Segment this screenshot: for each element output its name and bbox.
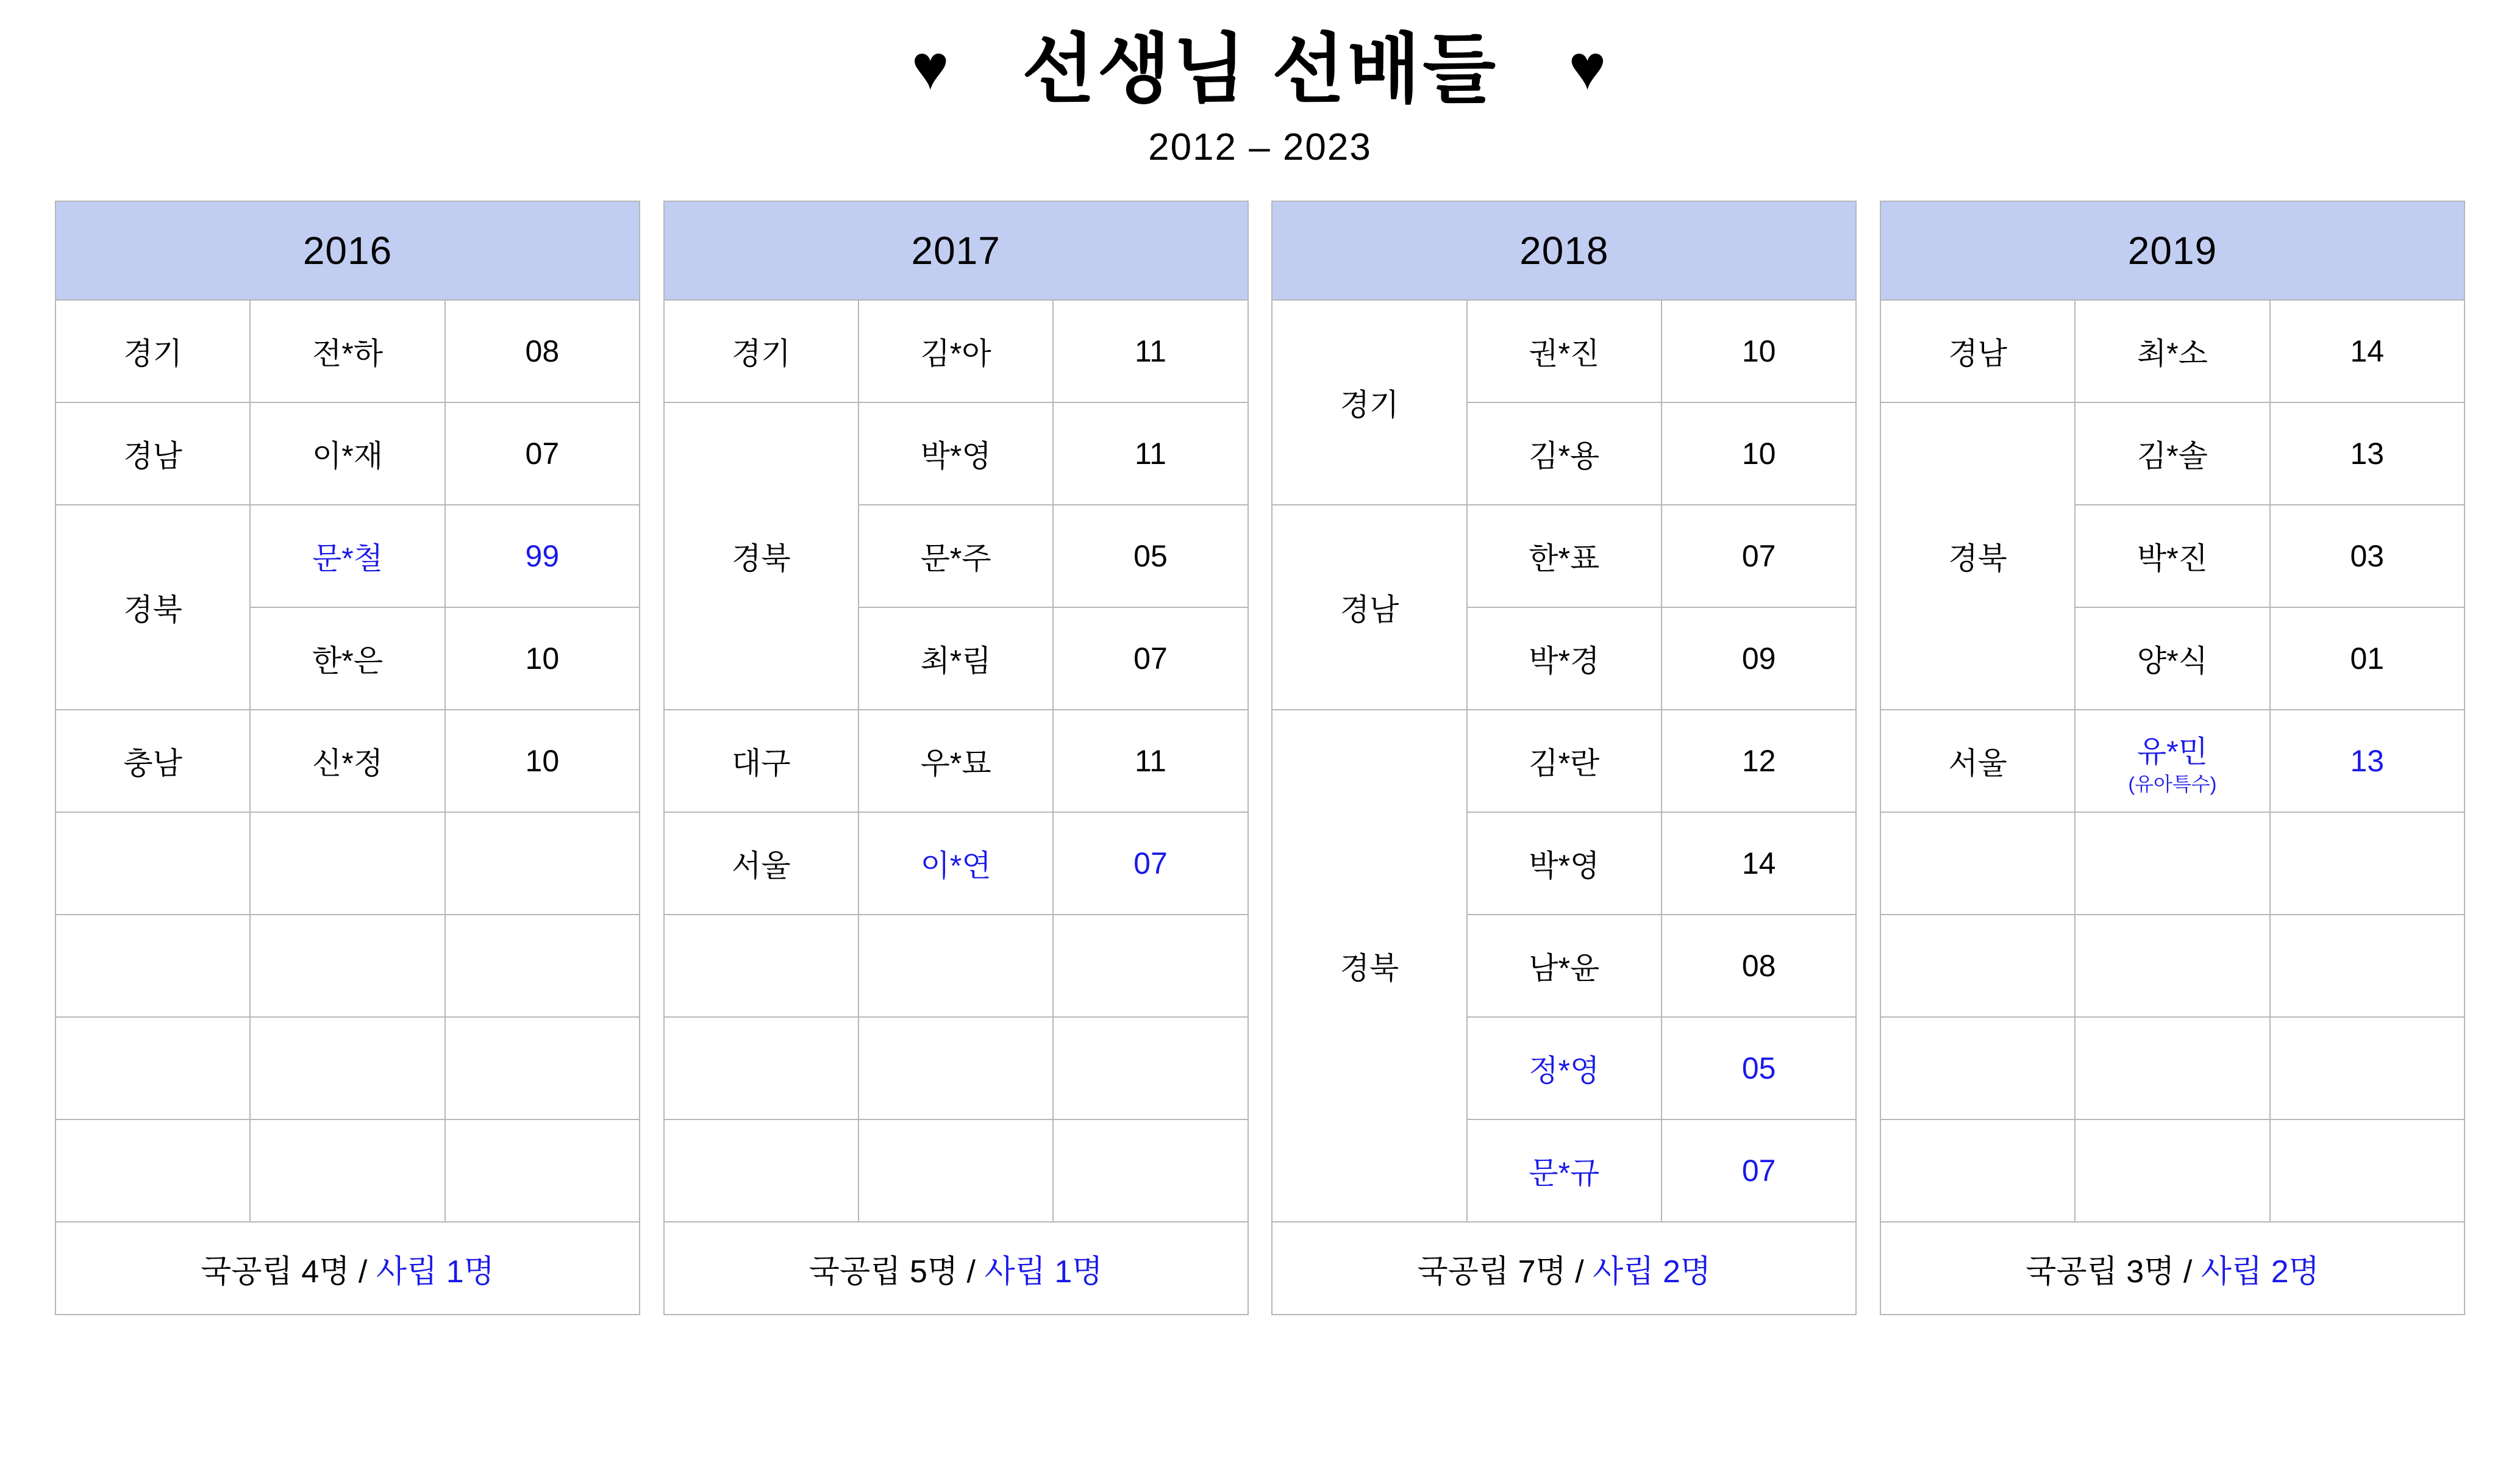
number-cell: 14 <box>1662 812 1856 915</box>
number-cell: 10 <box>1662 402 1856 505</box>
region-cell <box>1880 812 2075 915</box>
number-cell <box>1053 1017 1248 1119</box>
public-count: 국공립 4명 <box>201 1254 350 1290</box>
number-cell: 08 <box>445 300 640 402</box>
name-cell: 권*진 <box>1467 300 1662 402</box>
summary-separator: / <box>1566 1254 1593 1290</box>
heart-icon-right: ♥ <box>1568 32 1609 103</box>
name-cell: 이*연 <box>858 812 1053 915</box>
table-row <box>55 915 640 1017</box>
number-cell: 10 <box>445 607 640 710</box>
table-row <box>1880 812 2465 915</box>
document-page <box>0 28 2520 1467</box>
region-cell: 경북 <box>1272 710 1466 1222</box>
number-cell: 99 <box>445 505 640 607</box>
page-title-text: 선생님 선배들 <box>1021 27 1499 112</box>
table-row <box>664 402 1248 505</box>
year-table <box>1271 201 1857 1315</box>
number-cell <box>445 812 640 915</box>
name-cell: 이*재 <box>250 402 444 505</box>
public-count: 국공립 7명 <box>1417 1254 1566 1290</box>
name-note: (유아특수) <box>2128 773 2217 795</box>
summary-separator: / <box>958 1254 985 1290</box>
region-cell: 충남 <box>55 710 250 812</box>
year-table <box>55 201 640 1315</box>
name-cell <box>250 812 444 915</box>
table-row <box>664 812 1248 915</box>
summary-row <box>1880 1222 2465 1315</box>
region-cell <box>1880 1119 2075 1222</box>
table-row <box>1880 300 2465 402</box>
name-cell <box>2075 915 2269 1017</box>
name-cell: 한*표 <box>1467 505 1662 607</box>
table-row <box>55 402 640 505</box>
heart-icon-left: ♥ <box>911 32 952 103</box>
name-text: 유*민 <box>2136 734 2208 769</box>
region-cell <box>1880 915 2075 1017</box>
year-header: 2016 <box>55 201 640 300</box>
region-cell: 경기 <box>55 300 250 402</box>
region-cell <box>55 915 250 1017</box>
page-subtitle: 2012 – 2023 <box>1148 126 1372 169</box>
region-cell: 경남 <box>1880 300 2075 402</box>
name-cell <box>858 1119 1053 1222</box>
table-row <box>55 710 640 812</box>
number-cell: 13 <box>2270 402 2465 505</box>
name-cell: 박*영 <box>858 402 1053 505</box>
name-cell: 박*영 <box>1467 812 1662 915</box>
table-row <box>1272 300 1856 402</box>
number-cell: 07 <box>445 402 640 505</box>
region-cell <box>55 1119 250 1222</box>
region-cell <box>55 1017 250 1119</box>
number-cell <box>1053 1119 1248 1222</box>
year-tables-container <box>0 201 2520 1315</box>
table-row <box>664 1017 1248 1119</box>
name-cell: 박*진 <box>2075 505 2269 607</box>
name-cell <box>2075 1119 2269 1222</box>
number-cell: 08 <box>1662 915 1856 1017</box>
name-cell <box>250 1017 444 1119</box>
table-row <box>1272 710 1856 812</box>
summary-cell <box>664 1222 1248 1315</box>
private-count: 사립 2명 <box>2201 1254 2319 1290</box>
name-cell: 박*경 <box>1467 607 1662 710</box>
name-cell <box>2075 710 2269 812</box>
name-cell: 문*규 <box>1467 1119 1662 1222</box>
number-cell: 11 <box>1053 710 1248 812</box>
name-cell: 정*영 <box>1467 1017 1662 1119</box>
table-row <box>55 812 640 915</box>
number-cell: 13 <box>2270 710 2465 812</box>
number-cell <box>445 1017 640 1119</box>
region-cell: 서울 <box>664 812 858 915</box>
summary-cell <box>1880 1222 2465 1315</box>
region-cell <box>664 1119 858 1222</box>
name-cell: 우*묘 <box>858 710 1053 812</box>
name-cell: 김*용 <box>1467 402 1662 505</box>
name-cell: 양*식 <box>2075 607 2269 710</box>
name-cell: 신*정 <box>250 710 444 812</box>
name-cell: 문*철 <box>250 505 444 607</box>
number-cell: 05 <box>1662 1017 1856 1119</box>
region-cell: 경북 <box>664 402 858 710</box>
region-cell: 경기 <box>1272 300 1466 505</box>
name-cell <box>858 915 1053 1017</box>
name-cell <box>250 1119 444 1222</box>
number-cell <box>2270 1017 2465 1119</box>
number-cell: 01 <box>2270 607 2465 710</box>
year-header: 2017 <box>664 201 1248 300</box>
public-count: 국공립 5명 <box>808 1254 958 1290</box>
summary-cell <box>1272 1222 1856 1315</box>
name-cell <box>250 915 444 1017</box>
name-cell: 김*란 <box>1467 710 1662 812</box>
number-cell: 07 <box>1662 505 1856 607</box>
name-cell: 최*림 <box>858 607 1053 710</box>
name-cell <box>2075 1017 2269 1119</box>
private-count: 사립 1명 <box>984 1254 1103 1290</box>
region-cell: 경북 <box>1880 402 2075 710</box>
number-cell: 10 <box>1662 300 1856 402</box>
table-row <box>1880 1017 2465 1119</box>
name-cell: 김*아 <box>858 300 1053 402</box>
name-cell <box>2075 812 2269 915</box>
summary-row <box>664 1222 1248 1315</box>
number-cell: 11 <box>1053 300 1248 402</box>
table-row <box>1880 1119 2465 1222</box>
table-row <box>55 300 640 402</box>
region-cell <box>55 812 250 915</box>
number-cell: 05 <box>1053 505 1248 607</box>
region-cell: 경북 <box>55 505 250 710</box>
number-cell: 07 <box>1053 812 1248 915</box>
region-cell <box>664 915 858 1017</box>
table-row <box>1880 915 2465 1017</box>
table-row <box>1272 505 1856 607</box>
year-table <box>1880 201 2465 1315</box>
summary-separator: / <box>349 1254 376 1290</box>
name-cell: 전*하 <box>250 300 444 402</box>
table-row <box>55 1017 640 1119</box>
table-row <box>664 1119 1248 1222</box>
number-cell: 10 <box>445 710 640 812</box>
private-count: 사립 2명 <box>1593 1254 1712 1290</box>
year-table <box>663 201 1249 1315</box>
number-cell: 07 <box>1662 1119 1856 1222</box>
summary-cell <box>55 1222 640 1315</box>
number-cell <box>2270 915 2465 1017</box>
year-header: 2018 <box>1272 201 1856 300</box>
name-cell: 문*주 <box>858 505 1053 607</box>
name-cell <box>858 1017 1053 1119</box>
number-cell <box>445 915 640 1017</box>
name-cell: 김*솔 <box>2075 402 2269 505</box>
summary-separator: / <box>2174 1254 2201 1290</box>
region-cell <box>1880 1017 2075 1119</box>
region-cell: 경남 <box>55 402 250 505</box>
summary-row <box>55 1222 640 1315</box>
summary-row <box>1272 1222 1856 1315</box>
number-cell: 12 <box>1662 710 1856 812</box>
table-row <box>55 505 640 607</box>
number-cell <box>1053 915 1248 1017</box>
region-cell: 경남 <box>1272 505 1466 710</box>
table-row <box>1880 402 2465 505</box>
number-cell <box>2270 1119 2465 1222</box>
name-cell: 남*윤 <box>1467 915 1662 1017</box>
page-title <box>0 28 2520 111</box>
year-header: 2019 <box>1880 201 2465 300</box>
number-cell <box>445 1119 640 1222</box>
number-cell: 03 <box>2270 505 2465 607</box>
number-cell: 07 <box>1053 607 1248 710</box>
table-row <box>664 915 1248 1017</box>
table-row <box>55 1119 640 1222</box>
private-count: 사립 1명 <box>376 1254 494 1290</box>
table-row <box>664 300 1248 402</box>
region-cell: 대구 <box>664 710 858 812</box>
table-row <box>1880 710 2465 812</box>
region-cell: 서울 <box>1880 710 2075 812</box>
region-cell <box>664 1017 858 1119</box>
table-row <box>664 710 1248 812</box>
number-cell: 11 <box>1053 402 1248 505</box>
number-cell: 09 <box>1662 607 1856 710</box>
number-cell: 14 <box>2270 300 2465 402</box>
public-count: 국공립 3명 <box>2026 1254 2175 1290</box>
region-cell: 경기 <box>664 300 858 402</box>
name-cell: 한*은 <box>250 607 444 710</box>
number-cell <box>2270 812 2465 915</box>
name-cell: 최*소 <box>2075 300 2269 402</box>
